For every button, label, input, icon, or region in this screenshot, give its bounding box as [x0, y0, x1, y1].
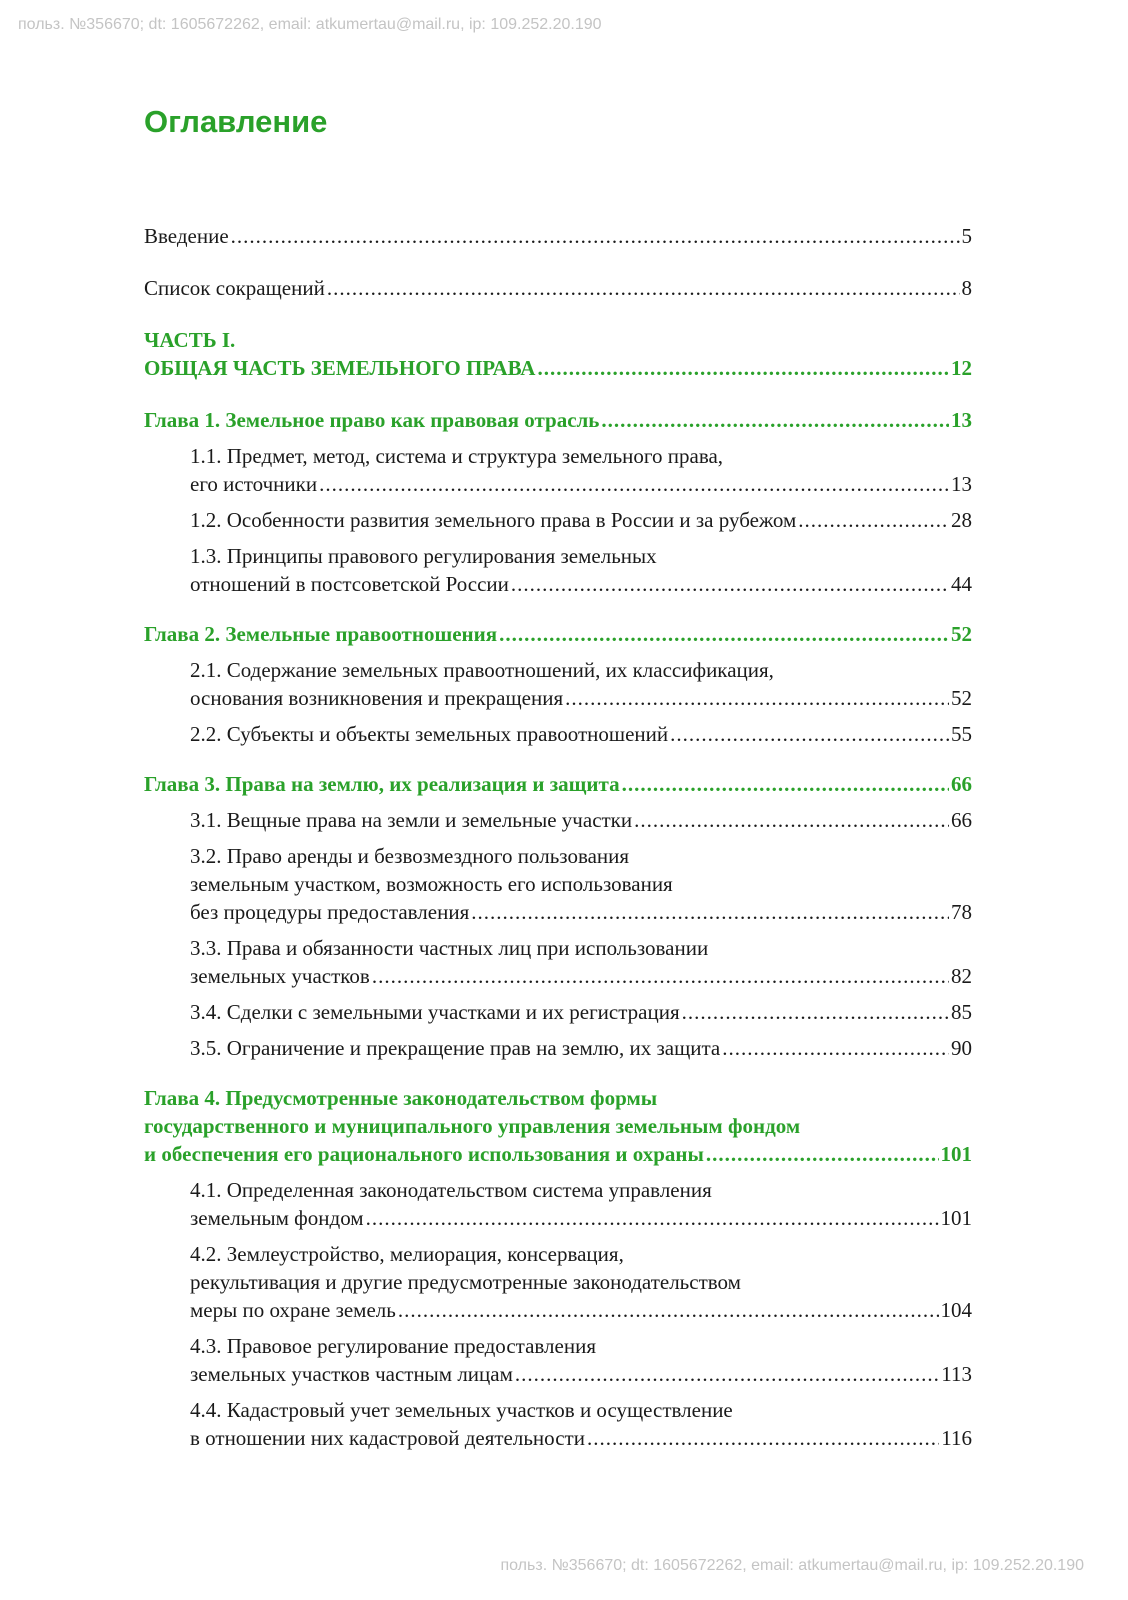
toc-entry-section-4-4[interactable]: 4.4. Кадастровый учет земельных участков и осуществление в отношении них кадастровой деятельности ..... 116	[144, 1396, 972, 1452]
table-of-contents	[144, 222, 972, 1460]
toc-entry-part-1[interactable]: ЧАСТЬ I. ОБЩАЯ ЧАСТЬ ЗЕМЕЛЬНОГО ПРАВА ..... 12	[144, 326, 972, 382]
toc-entry-section-3-2[interactable]: 3.2. Право аренды и безвозмездного пользования земельным участком, возможность его использования без процедуры предоставления ..... 78	[144, 842, 972, 926]
toc-entry-chapter-4[interactable]: Глава 4. Предусмотренные законодательством формы государственного и муниципального управления земельным фондом и обеспечения его рационального использования и охраны ..... 101	[144, 1084, 972, 1168]
page-title: Оглавление	[144, 104, 328, 139]
toc-entry-chapter-2[interactable]: Глава 2. Земельные правоотношения ..... 52	[144, 620, 972, 648]
toc-entry-section-4-1[interactable]: 4.1. Определенная законодательством система управления земельным фондом ..... 101	[144, 1176, 972, 1232]
toc-entry-intro[interactable]: Введение ..... 5	[144, 222, 972, 250]
toc-entry-section-1-2[interactable]: 1.2. Особенности развития земельного права в России и за рубежом ..... 28	[144, 506, 972, 534]
toc-entry-abbreviations[interactable]: Список сокращений ..... 8	[144, 274, 972, 302]
toc-entry-section-1-3[interactable]: 1.3. Принципы правового регулирования земельных отношений в постсоветской России ..... 44	[144, 542, 972, 598]
toc-entry-section-3-4[interactable]: 3.4. Сделки с земельными участками и их регистрация ..... 85	[144, 998, 972, 1026]
toc-entry-chapter-3[interactable]: Глава 3. Права на землю, их реализация и защита ..... 66	[144, 770, 972, 798]
toc-entry-chapter-1[interactable]: Глава 1. Земельное право как правовая отрасль ..... 13	[144, 406, 972, 434]
toc-entry-section-2-1[interactable]: 2.1. Содержание земельных правоотношений, их классификация, основания возникновения и прекращения ..... 52	[144, 656, 972, 712]
toc-entry-section-3-1[interactable]: 3.1. Вещные права на земли и земельные участки ..... 66	[144, 806, 972, 834]
toc-entry-section-2-2[interactable]: 2.2. Субъекты и объекты земельных правоотношений ..... 55	[144, 720, 972, 748]
watermark-bottom: польз. №356670; dt: 1605672262, email: atkumertau@mail.ru, ip: 109.252.20.190	[500, 1557, 1084, 1574]
toc-entry-section-3-5[interactable]: 3.5. Ограничение и прекращение прав на землю, их защита ..... 90	[144, 1034, 972, 1062]
watermark-top: польз. №356670; dt: 1605672262, email: atkumertau@mail.ru, ip: 109.252.20.190	[18, 16, 602, 33]
toc-entry-section-3-3[interactable]: 3.3. Права и обязанности частных лиц при использовании земельных участков ..... 82	[144, 934, 972, 990]
toc-entry-section-4-2[interactable]: 4.2. Землеустройство, мелиорация, консервация, рекультивация и другие предусмотренные законодательством меры по охране земель ..... 104	[144, 1240, 972, 1324]
toc-entry-section-1-1[interactable]: 1.1. Предмет, метод, система и структура земельного права, его источники ..... 13	[144, 442, 972, 498]
toc-entry-section-4-3[interactable]: 4.3. Правовое регулирование предоставления земельных участков частным лицам ..... 113	[144, 1332, 972, 1388]
